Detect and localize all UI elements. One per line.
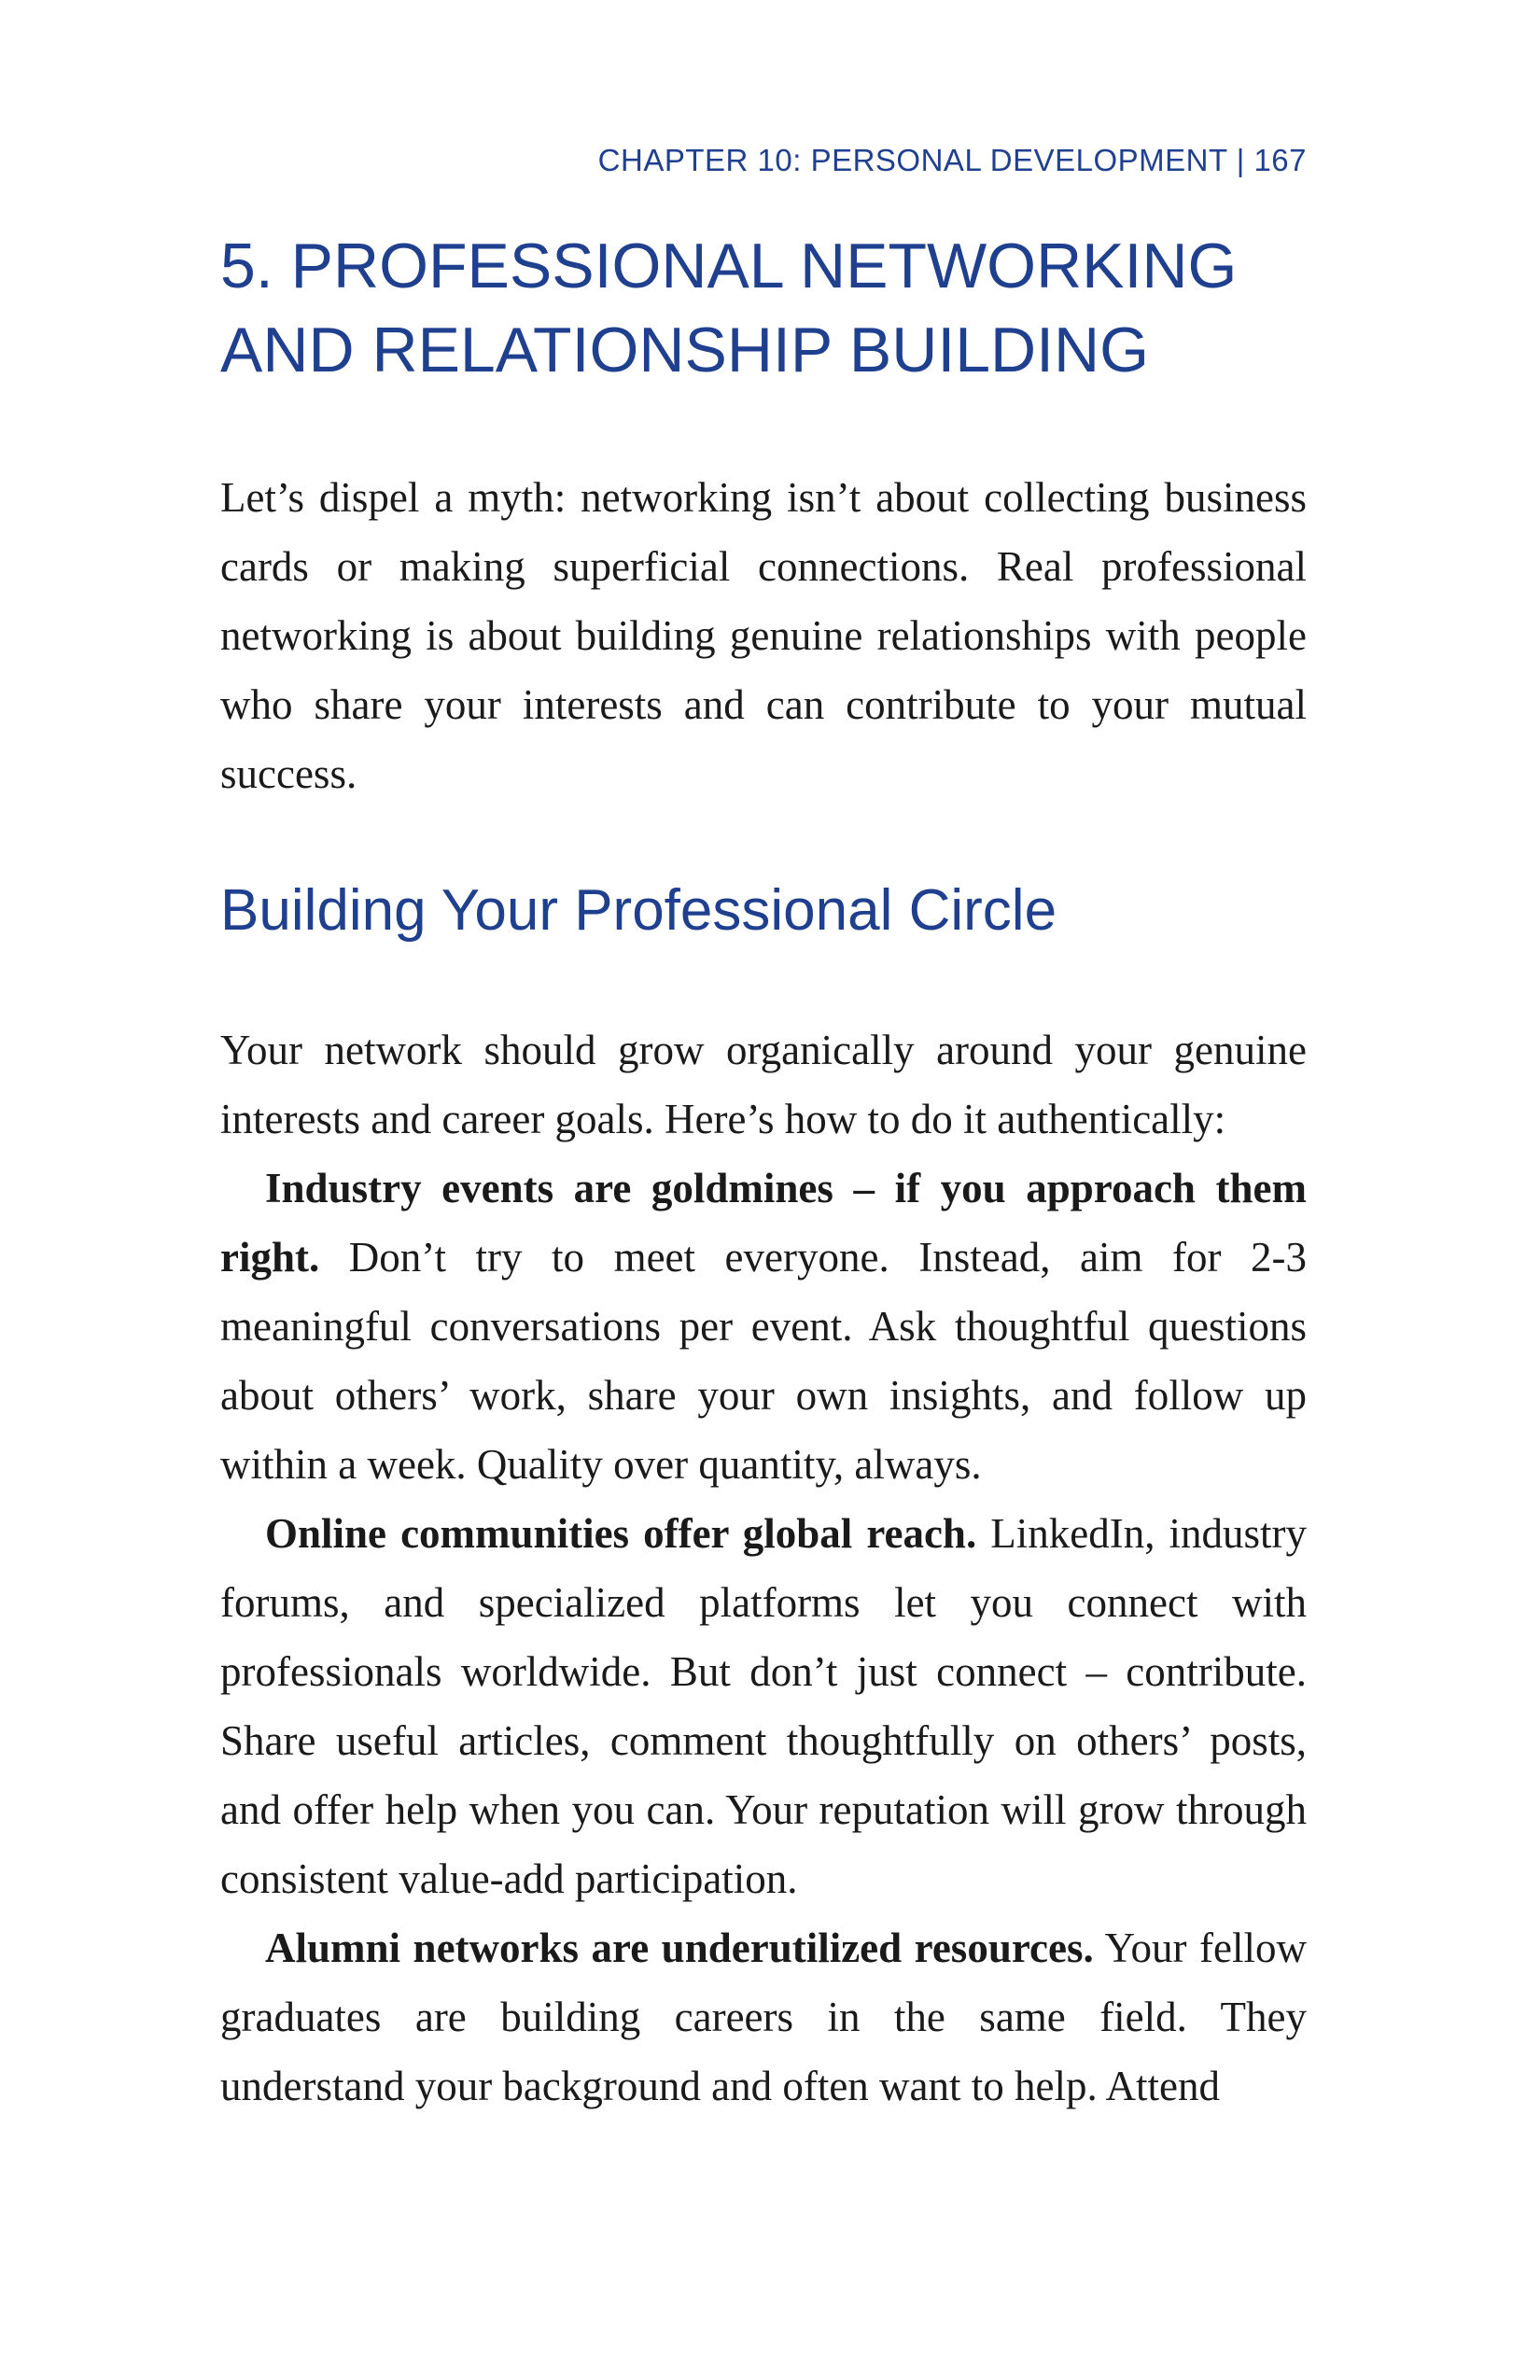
section-title: 5. PROFESSIONAL NETWORKING AND RELATIONSHIP BUILDING [220, 231, 1238, 385]
subsection-title: Building Your Professional Circle [220, 878, 1057, 943]
intro-paragraph: Let’s dispel a myth: networking isn’t about collecting business cards or making superficial connections. Real professional networking is about building genuine relationships with people who share your interests and can contribute to your mutual success. [220, 474, 1307, 797]
subsection-intro-paragraph: Your network should grow organically around your genuine interests and career goals. Here’s how to do it authentically: [220, 1027, 1307, 1142]
industry-events-paragraph [220, 1154, 1307, 1499]
paragraph-lead: Online communities offer global reach. [265, 1510, 977, 1557]
online-communities-paragraph [220, 1499, 1307, 1913]
paragraph-body: Your fellow graduates are building careers in the same field. They understand your background and often want to help. Attend [220, 1925, 1307, 2109]
paragraph-body: Don’t try to meet everyone. Instead, aim for 2-3 meaningful conversations per event. Ask thoughtful questions about others’ work, share your own insights, and follow up within a week. Quality over quantity, always. [220, 1234, 1307, 1488]
paragraph-body: LinkedIn, industry forums, and specialized platforms let you connect with professionals worldwide. But don’t just connect – contribute. Share useful articles, comment thoughtfully on others’ posts, and offer help when you can. Your reputation will grow through consistent value-add participation. [220, 1510, 1308, 1902]
paragraph-lead: Industry events are goldmines – if you approach them right. [220, 1165, 1307, 1281]
paragraph-lead: Alumni networks are underutilized resources. [265, 1925, 1094, 1971]
running-head: CHAPTER 10: PERSONAL DEVELOPMENT | 167 [597, 143, 1307, 177]
alumni-networks-paragraph [220, 1913, 1307, 2121]
